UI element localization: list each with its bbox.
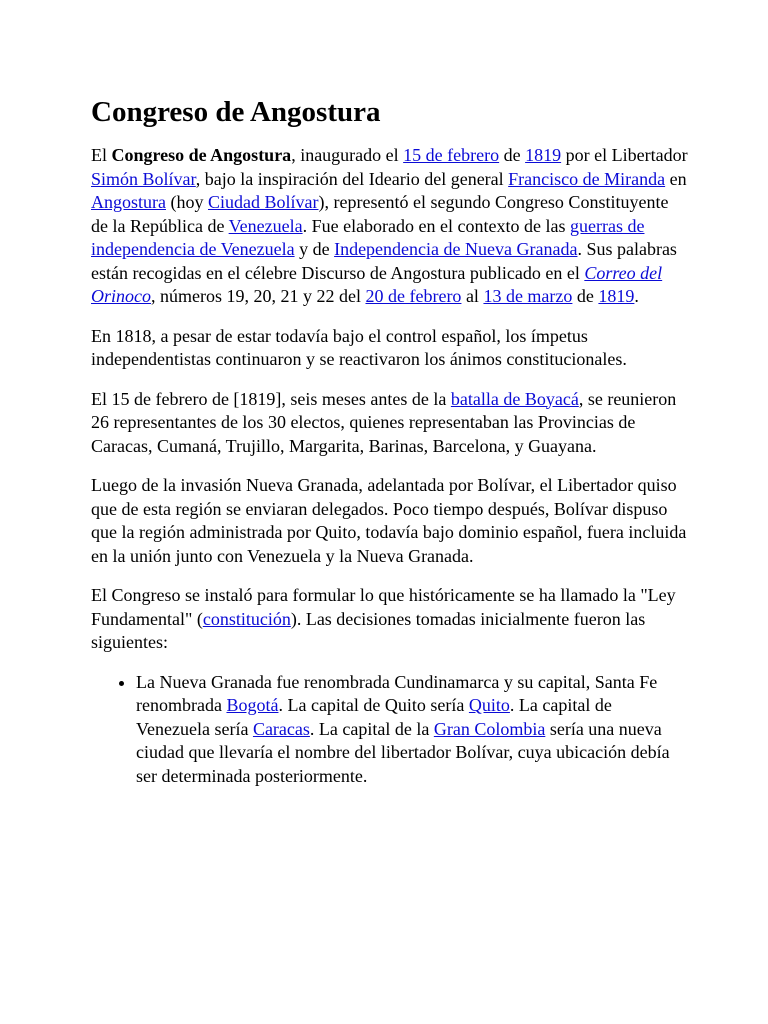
link-caracas[interactable]: Caracas [252,718,310,739]
link-independencia-nueva-granada[interactable]: Independencia de Nueva Granada [334,239,578,259]
text-span: El 15 de febrero de [1819], seis meses antes de la [91,388,451,409]
link-1819[interactable]: 1819 [525,145,562,165]
text-span: sería una nueva ciudad que llevaría el nombre del libertador Bolívar, cuya ubicación debía ser determinada posteriormente. [136,718,670,786]
text-span: El [91,145,112,165]
text-span: al [461,286,484,306]
link-15-de-febrero[interactable]: 15 de febrero [403,145,500,165]
list-item [136,671,689,789]
text-span: . La capital de la [309,718,434,739]
link-angostura[interactable]: Angostura [91,192,166,212]
paragraph-intro [91,144,689,309]
text-span: y de [294,239,335,259]
text-span: , números 19, 20, 21 y 22 del [151,286,366,306]
link-venezuela[interactable]: Venezuela [228,215,303,236]
link-simon-bolivar[interactable]: Simón Bolívar [91,168,196,189]
link-gran-colombia[interactable]: Gran Colombia [433,718,546,739]
text-span: , inaugurado el [291,145,404,165]
link-bogota[interactable]: Bogotá [226,695,279,715]
text-span: La Nueva Granada fue renombrada Cundinamarca y su capital, Santa Fe renombrada [136,671,658,715]
text-span: ). Las decisiones tomadas inicialmente fueron las siguientes: [91,608,646,652]
link-guerras-de-independencia[interactable]: guerras de independencia de Venezuela [91,215,645,259]
link-batalla-de-boyaca[interactable]: batalla de Boyacá [450,388,579,409]
text-span: , bajo la inspiración del Ideario del general [195,168,509,189]
link-20-de-febrero[interactable]: 20 de febrero [365,286,462,306]
link-constitucion[interactable]: constitución [202,608,291,629]
text-span: . [634,286,639,306]
link-1819-second[interactable]: 1819 [598,286,635,306]
link-13-de-marzo[interactable]: 13 de marzo [483,286,573,306]
text-span: por el Libertador [561,145,688,165]
paragraph-representantes [91,388,689,459]
paragraph-1818: En 1818, a pesar de estar todavía bajo el control español, los ímpetus independentistas continuaron y se reactivaron los ánimos constitucionales. [91,325,627,369]
page-title: Congreso de Angostura [91,96,381,128]
paragraph-invasion: Luego de la invasión Nueva Granada, adelantada por Bolívar, el Libertador quiso que de esta región se enviaran delegados. Poco tiempo después, Bolívar dispuso que la región administrada por Quito, todavía bajo dominio español, fuera incluida en la unión junto con Venezuela y la Nueva Granada. [91,475,687,566]
text-span: de [499,145,526,165]
text-span: (hoy [166,192,208,212]
paragraph-ley-fundamental [91,584,689,655]
text-span: El Congreso se instaló para formular lo que históricamente se ha llamado la "Ley Fundamental" ( [91,585,676,629]
link-quito[interactable]: Quito [468,695,510,715]
text-span: en [665,168,687,189]
text-span: , se reunieron 26 representantes de los 30 electos, quienes representaban las Provincias de Caracas, Cumaná, Trujillo, Margarita, Barinas, Barcelona, y Guayana. [91,388,677,456]
link-ciudad-bolivar[interactable]: Ciudad Bolívar [208,192,319,212]
link-italic-text: Correo del Orinoco [91,262,663,306]
text-span: . La capital de Venezuela sería [136,695,612,739]
text-span: . Sus palabras están recogidas en el célebre Discurso de Angostura publicado en el [91,239,677,283]
decisions-list [91,671,689,789]
bold-term: Congreso de Angostura [111,145,292,165]
text-span: . La capital de Quito sería [278,695,469,715]
article-content [91,94,689,788]
link-francisco-de-miranda[interactable]: Francisco de Miranda [508,168,666,189]
text-span: ), representó el segundo Congreso Constituyente de la República de [91,192,669,236]
text-span: de [572,286,599,306]
text-span: . Fue elaborado en el contexto de las [302,215,570,236]
